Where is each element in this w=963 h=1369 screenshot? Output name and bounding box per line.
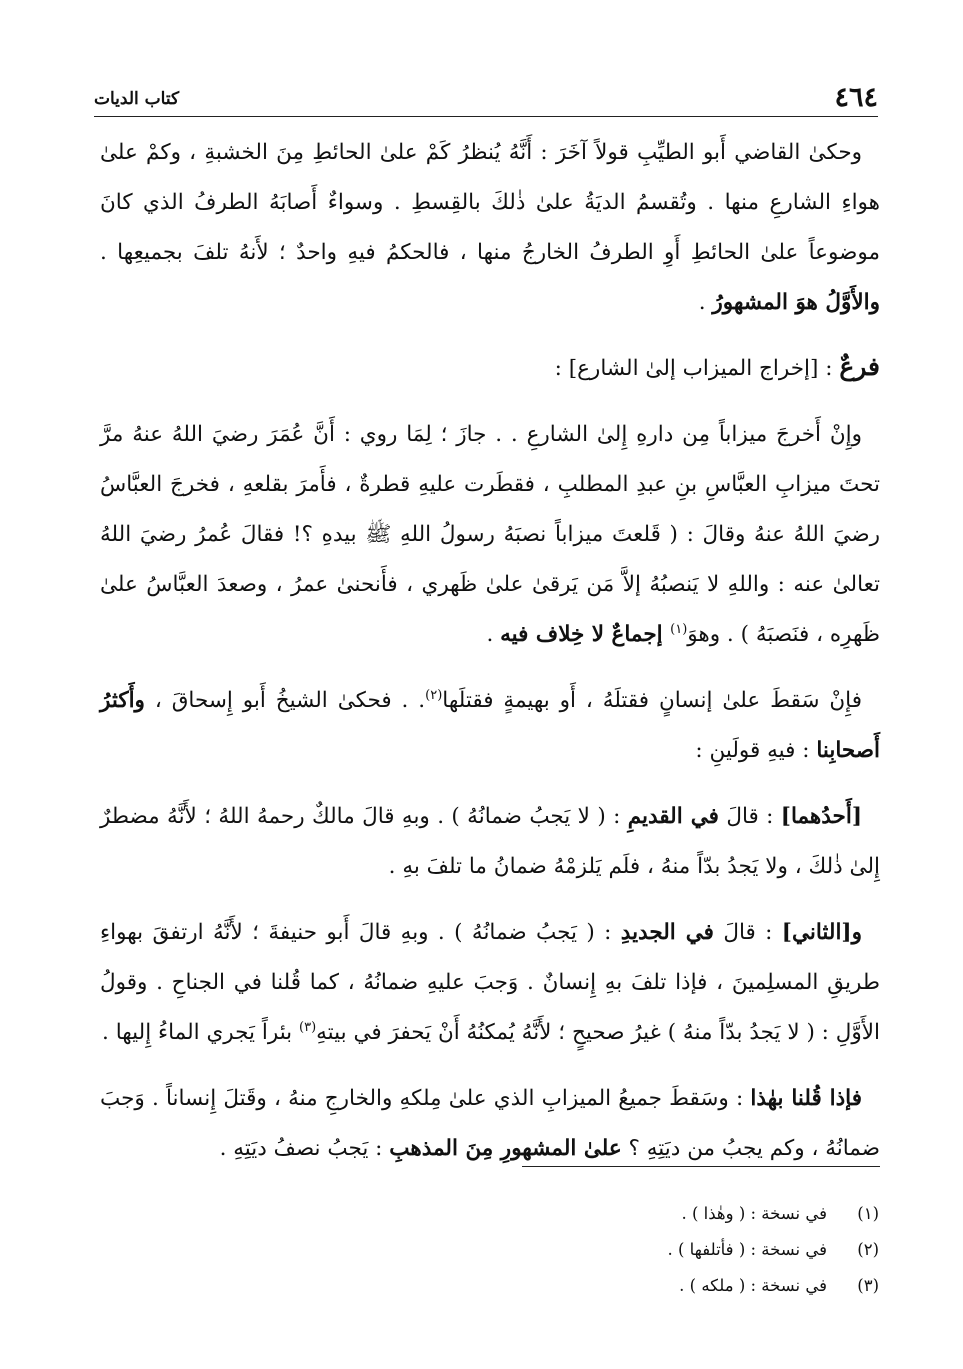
paragraph-3: فإِنْ سَقطَ علىٰ إنسانٍ فقتلَهُ ، أَو بهيمةٍ فقتلَها$^{(٢)}$. . فحكىٰ الشيخُ أَبو إِسحاقَ ، وأَكثرُ أَصحابِنا : فيهِ قولَينِ :: [100, 687, 880, 763]
paragraph-5: و[الثاني] : قالَ في الجديدِ : ( يَجبُ ضمانُهُ ) . وبهِ قالَ أَبو حنيفةَ ؛ لأَنَّهُ ارتفقَ بهواءِ طريقِ المسلِمينَ ، فإذا تلفَ بهِ إِنسانٌ . وَجبَ عليهِ ضمانُهُ ، كما قُلنا في الجناحِ . وقولُ الأَوَّلِ : ( لا يَجدُ بدّاً منهُ ) غيرُ صحيحٍ ؛ لأَنَّهُ يُمكنُهُ أَنْ يَحفرَ في بيتهِ$^{(٣)}$ بئراً يَجري الماءُ إِليها .: [100, 920, 880, 1045]
section-title: : [إخراج الميزاب إلىٰ الشارع] :: [554, 356, 840, 381]
paragraph-4: [أَحدُهما] : قالَ في القديمِ : ( لا يَجبُ ضمانُهُ ) . وبهِ قالَ مالكٌ رحمهُ اللهُ ؛ لأَنَّهُ مضطرٌ إِلىٰ ذٰلكَ ، ولا يَجدُ بدّاً منهُ ، فلَم يَلزمْهُ ضمانُ ما تلفَ بهِ .: [100, 804, 880, 879]
paragraph-6: فإذا قُلنا بهٰذا : وسَقطَ جميعُ الميزابِ الذي علىٰ مِلكهِ والخارجِ منهُ ، وقَتلَ إِنساناً . وَجبَ ضمانُهُ ، وكم يجبُ من ديَتِهِ ؟ علىٰ المشهورِ مِنَ المذهبِ : يَجبُ نصفُ ديَتِهِ .: [100, 1086, 880, 1161]
footnote-ref-2: (٢): [425, 687, 443, 703]
footnote-item: (٣) في نسخة : ( ملكه ) .: [679, 1276, 879, 1295]
footnote-item: (٢) في نسخة : ( فأتلفها ) .: [667, 1240, 879, 1259]
paragraph-1: وحكىٰ القاضي أَبو الطيِّبِ قولاً آخَرَ : أَنَّهُ يُنظرُ كَمْ علىٰ الحائطِ مِنَ الخشبةِ ، وكمْ علىٰ هواءِ الشارعِ منها . وتُقسمُ الديَةُ علىٰ ذٰلكَ بالقِسطِ . وسواءٌ أَصابَهُ الطرفُ الذي كانَ موضوعاً علىٰ الحائطِ أَوِ الطرفُ الخارجُ منها ، فالحكمُ فيهِ واحدٌ ؛ لأَنهُ تلفَ بجميعِها . والأَوَّلُ هوَ المشهورُ .: [100, 140, 880, 315]
paragraph-2: وإِنْ أَخرجَ ميزاباً مِن دارهِ إِلىٰ الشارعِ . . جازَ ؛ لِمَا روي : أَنَّ عُمَرَ رضيَ اللهُ عنهُ مرَّ تحتَ ميزابِ العبَّاسِ بنِ عبدِ المطلبِ ، فقطَرت عليهِ قطرةٌ ، فأَمرَ بقلعهِ ، فخرجَ العبَّاسُ رضيَ اللهُ عنهُ وقالَ : ( قَلعتَ ميزاباً نصبَهُ رسولُ اللهِ ﷺ بيدهِ ؟! فقالَ عُمرُ رضيَ اللهُ تعالىٰ عنه : واللهِ لا يَنصبُهُ إلاَّ مَن يَرقىٰ علىٰ ظَهري ، فأَنحنىٰ عمرُ ، وصعدَ العبَّاسُ علىٰ ظَهرِه ، فنَصبَهُ ) . وهوَ$^{(١)}$ إجماعٌ لا خِلاف فيه .: [100, 422, 880, 647]
section-label: فرعٌ: [839, 352, 880, 381]
section-heading: [100, 342, 880, 394]
footnote-divider: [522, 1166, 880, 1167]
footnote-item: (١) في نسخة : ( وهٰذا ) .: [681, 1204, 879, 1223]
footnotes: [667, 1196, 879, 1304]
page-header: [94, 80, 878, 117]
running-title: كتاب الديات: [94, 89, 180, 109]
footnote-ref-3: (٣): [299, 1019, 317, 1035]
page-number: ٤٦٤: [834, 82, 878, 113]
body-text: [100, 128, 880, 1190]
footnote-ref-1: (١): [670, 621, 688, 637]
